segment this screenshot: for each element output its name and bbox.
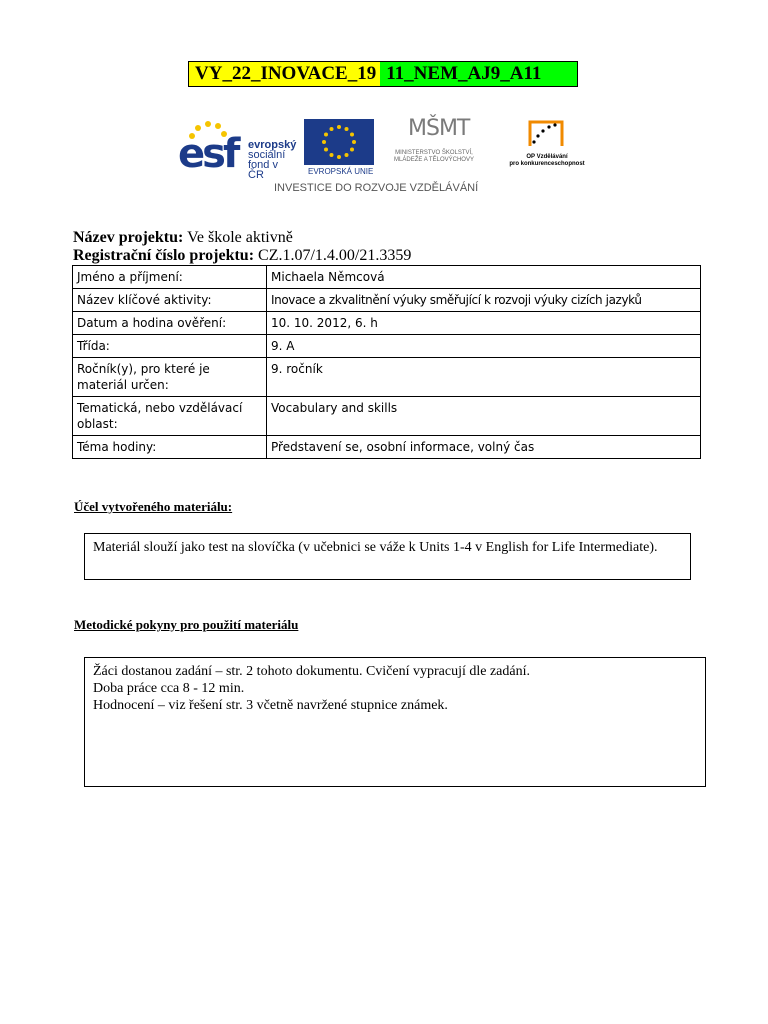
table-row — [73, 312, 701, 335]
method-line-2: Doba práce cca 8 - 12 min. — [93, 681, 245, 696]
document-code-part1: VY_22_INOVACE_19 — [189, 62, 380, 86]
table-row — [73, 358, 701, 397]
esf-caption-line2: sociální — [248, 149, 286, 161]
method-line-1: Žáci dostanou zadání – str. 2 tohoto dokumentu. Cvičení vypracují dle zadání. — [93, 664, 531, 679]
eu-caption: EVROPSKÁ UNIE — [308, 167, 374, 176]
table-value: 10. 10. 2012, 6. h — [267, 312, 701, 335]
method-box — [84, 657, 706, 787]
method-line-3: Hodnocení – viz řešení str. 3 včetně navržené stupnice známek. — [93, 698, 448, 713]
esf-logo — [178, 118, 297, 181]
table-label: Ročník(y), pro které je materiál určen: — [73, 358, 267, 397]
op-caption-line1: OP Vzdělávání — [526, 154, 568, 160]
table-value: 9. A — [267, 335, 701, 358]
table-value: Michaela Němcová — [267, 266, 701, 289]
eu-flag-icon — [304, 119, 374, 165]
table-value: Představení se, osobní informace, volný čas — [267, 436, 701, 459]
project-name — [73, 229, 293, 247]
op-caption — [502, 154, 592, 168]
table-row — [73, 266, 701, 289]
msmt-caption-line2: MLÁDEŽE A TĚLOVÝCHOVY — [394, 157, 474, 163]
purpose-text: Materiál slouží jako test na slovíčka (v učebnici se váže k Units 1-4 v English for Life Intermediate). — [93, 540, 658, 555]
table-value: 9. ročník — [267, 358, 701, 397]
logo-strip — [172, 112, 604, 204]
table-value: Inovace a zkvalitnění výuky směřující k rozvoji výuky cizích jazyků — [267, 289, 701, 312]
table-row — [73, 397, 701, 436]
investice-slogan: INVESTICE DO ROZVOJE VZDĚLÁVÁNÍ — [274, 182, 479, 194]
project-name-value: Ve škole aktivně — [187, 229, 293, 246]
document-code-part2: 11_NEM_AJ9_A11 — [380, 62, 577, 86]
info-table — [72, 265, 701, 459]
op-caption-line2: pro konkurenceschopnost — [509, 161, 585, 167]
esf-letters: esf — [178, 131, 238, 177]
msmt-letters: MŠMT — [408, 116, 470, 141]
msmt-caption-line1: MINISTERSTVO ŠKOLSTVÍ, — [395, 150, 473, 156]
op-vk-icon — [524, 116, 568, 150]
purpose-box — [84, 533, 691, 580]
table-label: Jméno a příjmení: — [73, 266, 267, 289]
project-name-label: Název projektu: — [73, 229, 184, 246]
op-logo — [502, 116, 592, 178]
table-row — [73, 436, 701, 459]
table-label: Tematická, nebo vzdělávací oblast: — [73, 397, 267, 436]
table-row — [73, 335, 701, 358]
esf-caption-line3: fond v ČR — [248, 159, 278, 181]
esf-caption-line1: evropský — [248, 139, 297, 151]
table-value: Vocabulary and skills — [267, 397, 701, 436]
purpose-title: Účel vytvořeného materiálu: — [74, 499, 233, 514]
table-row — [73, 289, 701, 312]
table-label: Název klíčové aktivity: — [73, 289, 267, 312]
msmt-logo — [384, 116, 484, 180]
msmt-caption — [384, 150, 484, 164]
table-label: Třída: — [73, 335, 267, 358]
method-title: Metodické pokyny pro použití materiálu — [74, 617, 299, 632]
project-reg-label: Registrační číslo projektu: — [73, 247, 255, 264]
project-reg-value: CZ.1.07/1.4.00/21.3359 — [258, 247, 412, 264]
document-code — [188, 61, 578, 87]
table-label: Datum a hodina ověření: — [73, 312, 267, 335]
project-registration — [73, 247, 411, 265]
table-label: Téma hodiny: — [73, 436, 267, 459]
eu-logo — [304, 119, 374, 177]
esf-caption — [248, 140, 296, 180]
